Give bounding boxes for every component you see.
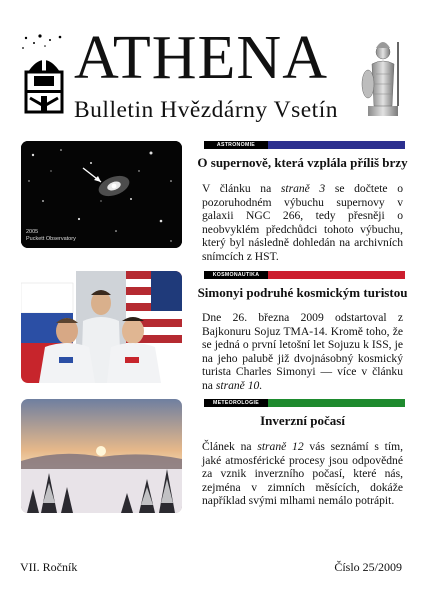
- bulletin-subtitle: Bulletin Hvězdárny Vsetín: [74, 97, 338, 123]
- headline-inverzni-pocasi: Inverzní počasí: [260, 413, 345, 428]
- article-body-supernova: [202, 182, 403, 264]
- section-label-kosmonautika: KOSMONAUTIKA: [204, 271, 268, 279]
- page-reference: straně 10.: [215, 378, 263, 392]
- article-body-simonyi: [202, 311, 403, 393]
- section-label-astronomie: ASTRONOMIE: [204, 141, 268, 149]
- issue-number-label: Číslo 25/2009: [334, 560, 402, 574]
- body-text: se dočtete o pozoruhodném výbuchu supernovy v galaxii NGC 266, tedy přesněji o neobvyklém předchůdci tohoto výbuchu, který byl následně dohledán na archivních snímcích z HST.: [202, 182, 403, 263]
- headline-supernova: O supernově, která vzplála příliš brzy: [197, 155, 408, 170]
- observatory-logo: [20, 34, 68, 114]
- athena-statue-image: [358, 34, 408, 116]
- page-reference: straně 12: [257, 440, 304, 453]
- headline-simonyi: Simonyi podruhé kosmickým turistou: [197, 285, 408, 300]
- photo-credit-source: Puckett Observatory: [26, 236, 76, 242]
- body-text: Článek na: [202, 440, 258, 453]
- article-body-inverzni-pocasi: [202, 440, 403, 508]
- body-text: Dne 26. března 2009 odstartoval z Bajkonuru Sojuz TMA-14. Kromě toho, že se jedná o první letošní let Sojuzu k ISS, je na jeho palubě již dvojnásobný kosmický turista Charles Simonyi — více v článku na: [202, 311, 403, 392]
- body-text: vás seznámí s tím, jaké atmosférické procesy jsou odpovědné za vznik inverzního počasí, které nás, zejména v zimních měsících, dokáže například svými mlhami nemálo potrápit.: [202, 440, 403, 508]
- page-reference: straně 3: [280, 182, 326, 195]
- body-text: V článku na: [202, 182, 281, 195]
- section-label-meteorologie: METEOROLOGIE: [204, 399, 268, 407]
- supernova-photo: [21, 141, 182, 248]
- photo-credit-year: 2005: [26, 229, 39, 235]
- bulletin-title: ATHENA: [74, 24, 328, 92]
- inversion-weather-photo: [21, 399, 182, 513]
- cosmonauts-photo: [21, 271, 182, 383]
- volume-label: VII. Ročník: [20, 560, 78, 574]
